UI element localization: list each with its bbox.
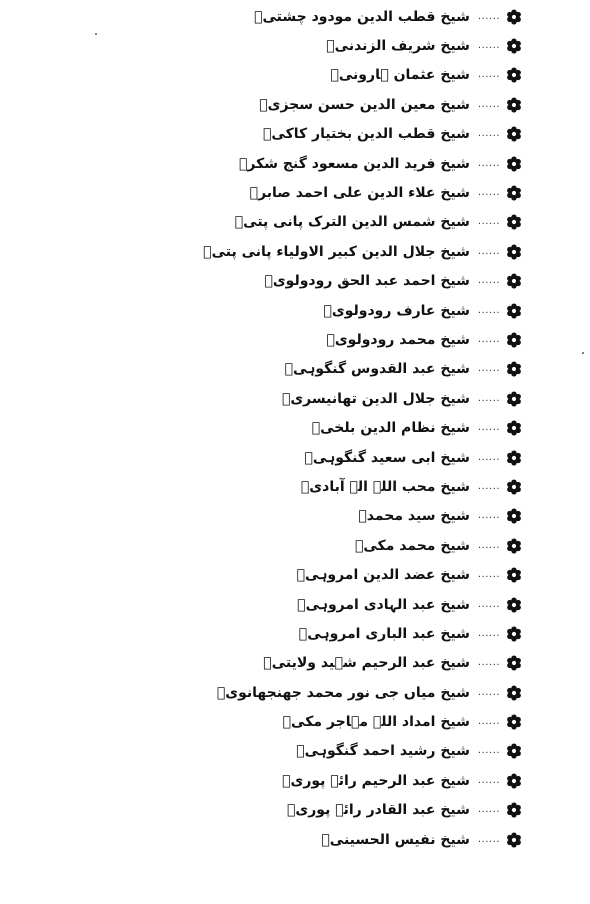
lineage-name: شیخ شریف الزندنیؒ [326,38,470,55]
flower-bullet-icon [506,479,522,495]
dotted-leader: ...... [477,187,500,199]
list-item [222,443,522,472]
lineage-name: شیخ محب اللہ الہ آبادیؒ [300,478,470,495]
dotted-leader: ...... [477,569,500,581]
list-item [222,178,522,207]
dotted-leader: ...... [477,40,500,52]
dotted-leader: ...... [477,716,500,728]
flower-bullet-icon [506,773,522,789]
lineage-name: شیخ شمس الدین الترک پانی پتیؒ [234,214,470,231]
dotted-leader: ...... [477,598,500,610]
lineage-name: شیخ امداد اللہ مہاجر مکیؒ [282,714,470,731]
lineage-name: شیخ جلال الدین تھانیسریؒ [281,390,470,407]
flower-bullet-icon [506,802,522,818]
lineage-name: شیخ عبد الرحیم شہید ولایتیؒ [263,655,470,672]
flower-bullet-icon [506,832,522,848]
list-item [222,120,522,149]
lineage-name: شیخ عثمان ہارونیؒ [330,67,470,84]
lineage-name: شیخ میاں جی نور محمد جھنجھانویؒ [216,684,470,701]
lineage-name: شیخ جلال الدین کبیر الاولیاء پانی پتیؒ [203,243,470,260]
flower-bullet-icon [506,508,522,524]
list-item [222,737,522,766]
lineage-name: شیخ عضد الدین امروہیؒ [296,567,470,584]
list-item [222,61,522,90]
list-item [222,413,522,442]
flower-bullet-icon [506,97,522,113]
flower-bullet-icon [506,567,522,583]
flower-bullet-icon [506,361,522,377]
flower-bullet-icon [506,38,522,54]
lineage-name: شیخ قطب الدین مودود چشتیؒ [254,8,470,25]
dotted-leader: ...... [477,128,500,140]
list-item [222,531,522,560]
scan-speck [582,352,584,354]
dotted-leader: ...... [477,657,500,669]
dotted-leader: ...... [477,69,500,81]
dotted-leader: ...... [477,392,500,404]
dotted-leader: ...... [477,157,500,169]
flower-bullet-icon [506,126,522,142]
dotted-leader: ...... [477,627,500,639]
lineage-name: شیخ محمد رودولویؒ [326,331,470,348]
list-item [222,2,522,31]
dotted-leader: ...... [477,363,500,375]
lineage-name: شیخ ابی سعید گنگوہیؒ [304,449,470,466]
flower-bullet-icon [506,214,522,230]
flower-bullet-icon [506,332,522,348]
list-item [216,678,522,707]
list-item [222,149,522,178]
lineage-name: شیخ علاء الدین علی احمد صابرؒ [249,185,470,202]
flower-bullet-icon [506,273,522,289]
lineage-name: شیخ عبد القادر رائے پوریؒ [287,802,470,819]
lineage-name: شیخ نفیس الحسینیؒ [321,831,470,848]
dotted-leader: ...... [477,804,500,816]
lineage-name: شیخ عارف رودولویؒ [323,302,470,319]
flower-bullet-icon [506,655,522,671]
flower-bullet-icon [506,685,522,701]
lineage-name: شیخ قطب الدین بختیار کاکیؒ [263,126,470,143]
flower-bullet-icon [506,450,522,466]
list-item [222,31,522,60]
dotted-leader: ...... [477,774,500,786]
lineage-name: شیخ محمد مکیؒ [354,537,470,554]
flower-bullet-icon [506,185,522,201]
list-item [222,90,522,119]
lineage-name: شیخ عبد الرحیم رائے پوریؒ [282,772,470,789]
flower-bullet-icon [506,391,522,407]
list-item [222,355,522,384]
lineage-name: شیخ معین الدین حسن سجزیؒ [259,96,470,113]
scan-speck [95,33,97,35]
dotted-leader: ...... [477,216,500,228]
dotted-leader: ...... [477,833,500,845]
list-item [222,766,522,795]
flower-bullet-icon [506,714,522,730]
dotted-leader: ...... [477,745,500,757]
flower-bullet-icon [506,626,522,642]
lineage-name: شیخ نظام الدین بلخیؒ [311,420,470,437]
flower-bullet-icon [506,9,522,25]
dotted-leader: ...... [477,539,500,551]
dotted-leader: ...... [477,686,500,698]
dotted-leader: ...... [477,98,500,110]
flower-bullet-icon [506,597,522,613]
flower-bullet-icon [506,244,522,260]
list-item [222,649,522,678]
list-item [222,472,522,501]
list-item [222,825,522,854]
list-item [222,590,522,619]
flower-bullet-icon [506,156,522,172]
lineage-name: شیخ سید محمدؒ [358,508,470,525]
lineage-name: شیخ احمد عبد الحق رودولویؒ [264,273,470,290]
list-item [222,208,522,237]
dotted-leader: ...... [477,480,500,492]
dotted-leader: ...... [477,510,500,522]
dotted-leader: ...... [477,245,500,257]
dotted-leader: ...... [477,304,500,316]
lineage-name: شیخ فرید الدین مسعود گنج شکرؒ [239,155,470,172]
dotted-leader: ...... [477,10,500,22]
list-item [222,267,522,296]
list-item [203,237,522,266]
flower-bullet-icon [506,538,522,554]
list-item [222,325,522,354]
lineage-name: شیخ عبد الباری امروہیؒ [298,625,470,642]
lineage-list [203,2,522,854]
flower-bullet-icon [506,420,522,436]
lineage-name: شیخ عبد القدوس گنگوہیؒ [284,361,470,378]
dotted-leader: ...... [477,451,500,463]
flower-bullet-icon [506,303,522,319]
flower-bullet-icon [506,743,522,759]
list-item [222,560,522,589]
lineage-name: شیخ رشید احمد گنگوہیؒ [296,743,470,760]
flower-bullet-icon [506,67,522,83]
lineage-name: شیخ عبد الہادی امروہیؒ [297,596,470,613]
list-item [222,796,522,825]
list-item [222,296,522,325]
dotted-leader: ...... [477,422,500,434]
list-item [222,502,522,531]
list-item [222,707,522,736]
dotted-leader: ...... [477,275,500,287]
list-item [222,384,522,413]
dotted-leader: ...... [477,333,500,345]
list-item [222,619,522,648]
